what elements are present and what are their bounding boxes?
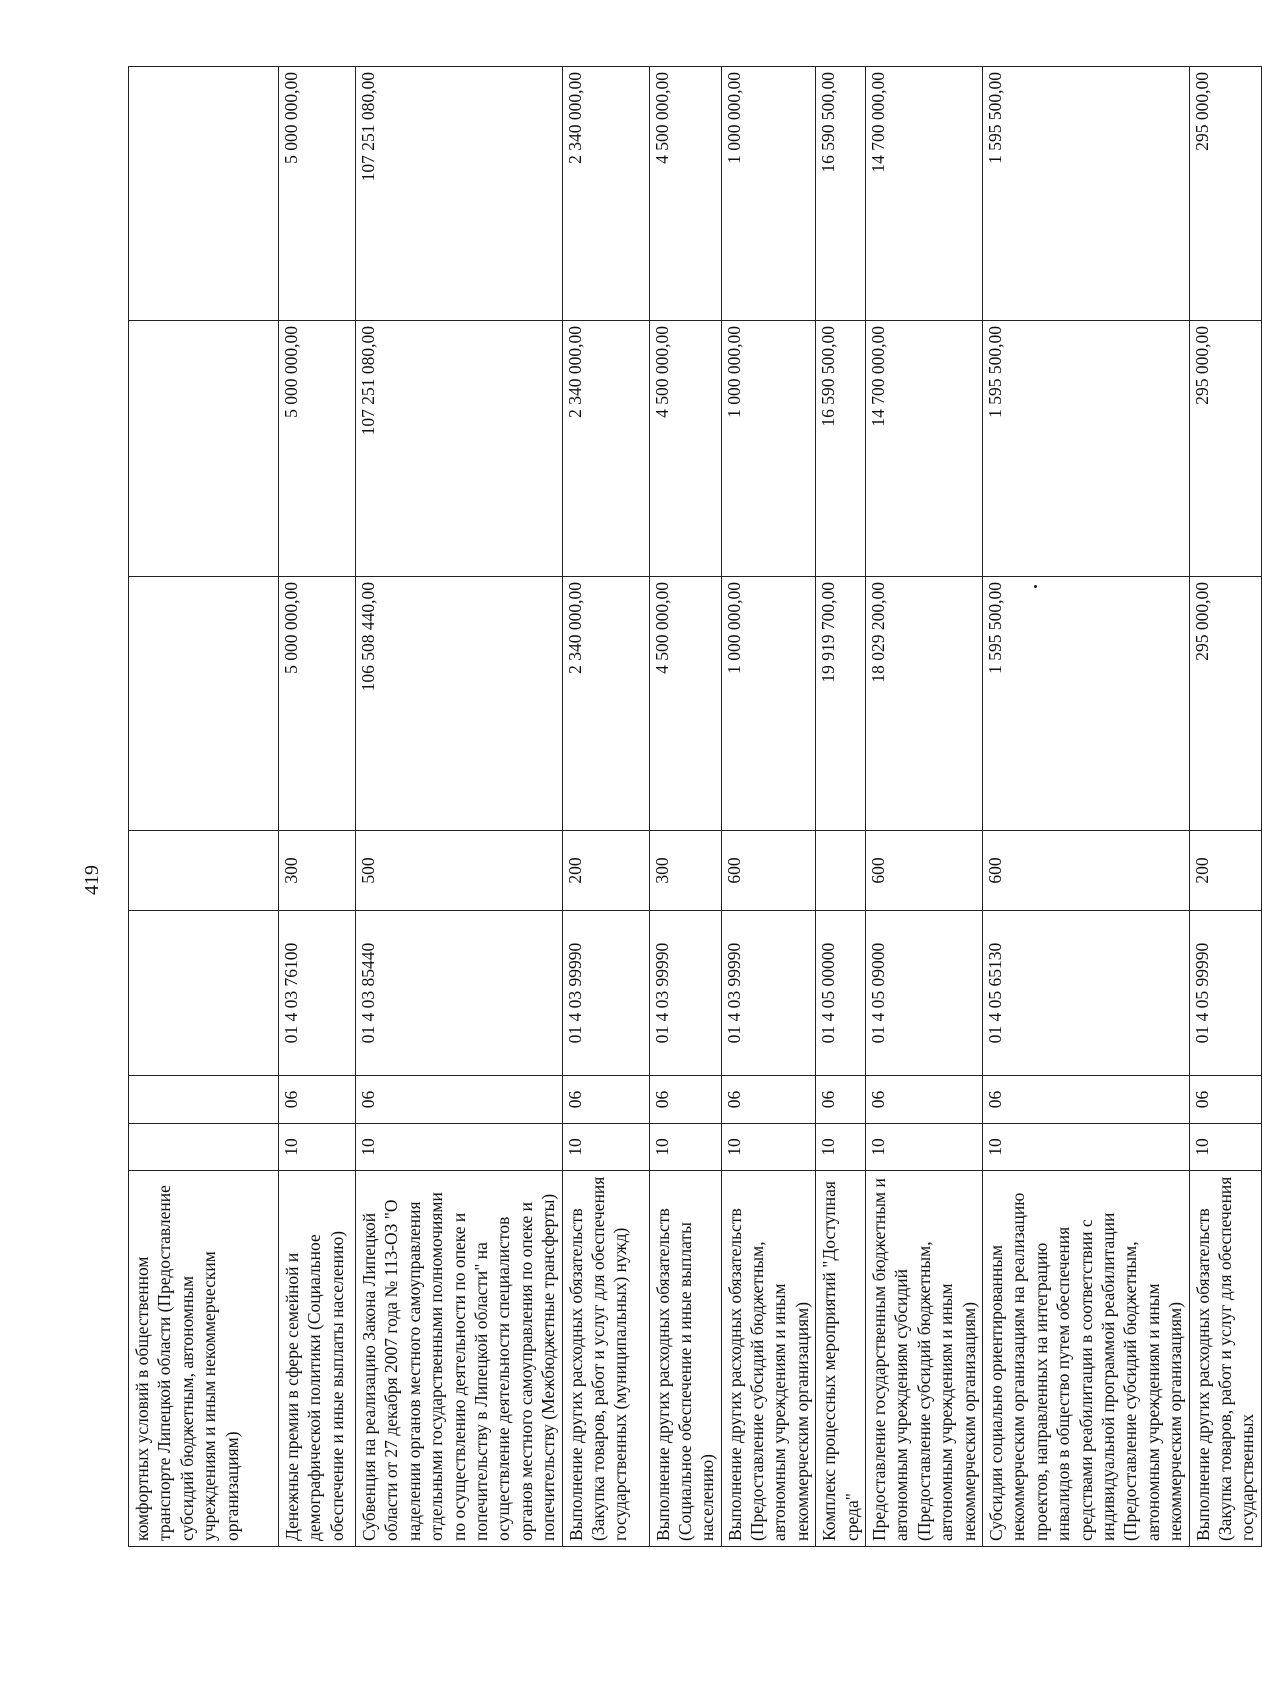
table-row <box>649 67 721 1547</box>
amount-year-1: 4 500 000,00 <box>649 577 721 831</box>
page-number: 419 <box>81 865 103 895</box>
target-article-code: 01 4 03 85440 <box>356 911 563 1076</box>
amount-year-1: 106 508 440,00 <box>356 577 563 831</box>
subsection-code: 06 <box>562 1076 649 1124</box>
amount-year-2: 295 000,00 <box>1189 321 1261 577</box>
table-row <box>982 67 1189 1547</box>
amount-year-2: 14 700 000,00 <box>866 321 983 577</box>
amount-year-1: 19 919 700,00 <box>816 577 866 831</box>
target-article-code: 01 4 03 99990 <box>649 911 721 1076</box>
amount-year-3: 2 340 000,00 <box>562 67 649 321</box>
target-article-code: 01 4 03 76100 <box>279 911 356 1076</box>
amount-year-2: 16 590 500,00 <box>816 321 866 577</box>
amount-year-1: 18 029 200,00 <box>866 577 983 831</box>
table-row <box>129 67 279 1547</box>
subsection-code: 06 <box>1189 1076 1261 1124</box>
table-row <box>562 67 649 1547</box>
row-description: комфортных условий в общественном транспорте Липецкой области (Предоставление субсидий бюджетным, автономным учреждениям и иным некоммерческим организациям) <box>129 1171 279 1547</box>
section-code: 10 <box>1189 1124 1261 1171</box>
expense-type-code <box>129 831 279 911</box>
amount-year-3: 1 000 000,00 <box>721 67 816 321</box>
row-description: Комплекс процессных мероприятий "Доступная среда" <box>816 1171 866 1547</box>
target-article-code: 01 4 05 00000 <box>816 911 866 1076</box>
table-row <box>721 67 816 1547</box>
target-article-code <box>129 911 279 1076</box>
expense-type-code: 300 <box>649 831 721 911</box>
table-row <box>866 67 983 1547</box>
subsection-code: 06 <box>279 1076 356 1124</box>
section-code: 10 <box>649 1124 721 1171</box>
subsection-code: 06 <box>982 1076 1189 1124</box>
row-description: Денежные премии в сфере семейной и демографической политики (Социальное обеспечение и иные выплаты населению) <box>279 1171 356 1547</box>
section-code: 10 <box>721 1124 816 1171</box>
table-row <box>1189 67 1261 1547</box>
row-description: Предоставление государственным бюджетным и автономным учреждениям субсидий (Предоставление субсидий бюджетным, автономным учреждениям и иным некоммерческим организациям) <box>866 1171 983 1547</box>
amount-year-2 <box>129 321 279 577</box>
table-row <box>279 67 356 1547</box>
target-article-code: 01 4 03 99990 <box>562 911 649 1076</box>
amount-year-3 <box>129 67 279 321</box>
section-code: 10 <box>562 1124 649 1171</box>
subsection-code: 06 <box>649 1076 721 1124</box>
subsection-code: 06 <box>866 1076 983 1124</box>
amount-year-1: 1 000 000,00 <box>721 577 816 831</box>
budget-table-frame <box>128 67 1258 1547</box>
expense-type-code: 600 <box>721 831 816 911</box>
amount-year-1 <box>129 577 279 831</box>
subsection-code: 06 <box>356 1076 563 1124</box>
expense-type-code: 600 <box>866 831 983 911</box>
amount-year-3: 16 590 500,00 <box>816 67 866 321</box>
amount-year-2: 4 500 000,00 <box>649 321 721 577</box>
amount-year-3: 14 700 000,00 <box>866 67 983 321</box>
subsection-code <box>129 1076 279 1124</box>
amount-year-1: 1 595 500,00 <box>982 577 1189 831</box>
target-article-code: 01 4 05 99990 <box>1189 911 1261 1076</box>
amount-year-2: 2 340 000,00 <box>562 321 649 577</box>
budget-table-rotated <box>128 67 1258 1547</box>
row-description: Выполнение других расходных обязательств (Закупка товаров, работ и услуг для обеспечения государственных <box>1189 1171 1261 1547</box>
section-code: 10 <box>982 1124 1189 1171</box>
amount-year-3: 4 500 000,00 <box>649 67 721 321</box>
amount-year-3: 295 000,00 <box>1189 67 1261 321</box>
amount-year-3: 1 595 500,00 <box>982 67 1189 321</box>
expense-type-code: 300 <box>279 831 356 911</box>
amount-year-2: 1 000 000,00 <box>721 321 816 577</box>
expense-type-code: 200 <box>562 831 649 911</box>
section-code <box>129 1124 279 1171</box>
row-description: Выполнение других расходных обязательств (Социальное обеспечение и иные выплаты населению) <box>649 1171 721 1547</box>
row-description: Субвенция на реализацию Закона Липецкой области от 27 декабря 2007 года № 113-ОЗ "О наделении органов местного самоуправления отдельными государственными полномочиями по осуществлению деятельности по опеке и попечительству в Липецкой области" на осуществление деятельности специалистов органов местного самоуправления по опеке и попечительству (Межбюджетные трансферты) <box>356 1171 563 1547</box>
section-code: 10 <box>279 1124 356 1171</box>
amount-year-1: 5 000 000,00 <box>279 577 356 831</box>
amount-year-2: 107 251 080,00 <box>356 321 563 577</box>
expense-type-code <box>816 831 866 911</box>
target-article-code: 01 4 05 65130 <box>982 911 1189 1076</box>
section-code: 10 <box>866 1124 983 1171</box>
section-code: 10 <box>356 1124 563 1171</box>
subsection-code: 06 <box>816 1076 866 1124</box>
expense-type-code: 200 <box>1189 831 1261 911</box>
subsection-code: 06 <box>721 1076 816 1124</box>
amount-year-2: 1 595 500,00 <box>982 321 1189 577</box>
table-row <box>816 67 866 1547</box>
section-code: 10 <box>816 1124 866 1171</box>
amount-year-1: 2 340 000,00 <box>562 577 649 831</box>
budget-table <box>128 66 1262 1547</box>
amount-year-3: 107 251 080,00 <box>356 67 563 321</box>
expense-type-code: 600 <box>982 831 1189 911</box>
row-description: Выполнение других расходных обязательств (Закупка товаров, работ и услуг для обеспечения государственных (муниципальных) нужд) <box>562 1171 649 1547</box>
amount-year-3: 5 000 000,00 <box>279 67 356 321</box>
row-description: Субсидии социально ориентированным некоммерческим организациям на реализацию проектов, направленных на интеграцию инвалидов в общество путем обеспечения средствами реабилитации в соответствии с индивидуальной программой реабилитации (Предоставление субсидий бюджетным, автономным учреждениям и иным некоммерческим организациям) <box>982 1171 1189 1547</box>
target-article-code: 01 4 05 09000 <box>866 911 983 1076</box>
row-description: Выполнение других расходных обязательств (Предоставление субсидий бюджетным, автономным учреждениям и иным некоммерческим организациям) <box>721 1171 816 1547</box>
expense-type-code: 500 <box>356 831 563 911</box>
amount-year-1: 295 000,00 <box>1189 577 1261 831</box>
table-row <box>356 67 563 1547</box>
target-article-code: 01 4 03 99990 <box>721 911 816 1076</box>
amount-year-2: 5 000 000,00 <box>279 321 356 577</box>
